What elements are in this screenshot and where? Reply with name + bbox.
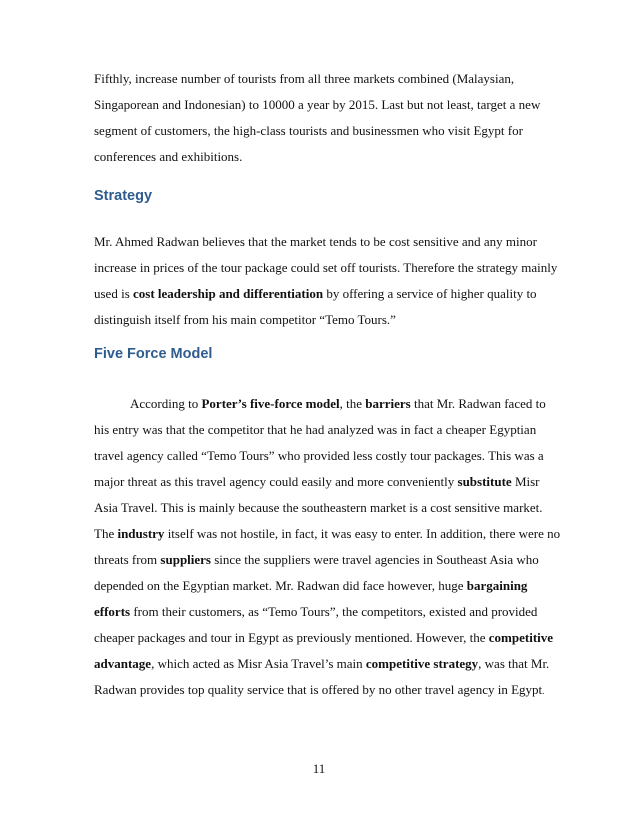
strategy-line: distinguish itself from his main competitor “Temo Tours.” [94,312,396,327]
text-run: since the suppliers were travel agencies in Southeast Asia who [211,552,539,567]
bold-term: competitive strategy [365,656,479,671]
five-force-line [94,677,546,703]
five-force-line [94,599,546,625]
bold-term: suppliers [160,552,211,567]
bold-term: bargaining [466,578,528,593]
five-force-paragraph [94,391,561,703]
five-force-line: Asia Travel. This is mainly because the southeastern market is a cost sensitive market. [94,500,543,515]
bold-term: efforts [94,604,131,619]
text-run: depended on the Egyptian market. Mr. Radwan did face however, huge [94,578,467,593]
strategy-heading: Strategy [94,188,153,204]
strategy-line: Mr. Ahmed Radwan believes that the market tends to be cost sensitive and any minor [94,234,537,249]
page-number: 11 [312,761,326,776]
bold-term: barriers [365,396,411,411]
text-run: threats from [94,552,161,567]
five-force-heading: Five Force Model [94,346,213,362]
text-run: Misr [511,474,540,489]
bold-term: substitute [457,474,512,489]
strategy-paragraph [94,229,558,333]
text-run: that Mr. Radwan faced to [410,396,546,411]
five-force-line: travel agency called “Temo Tours” who provided less costly tour packages. This was a [94,448,544,463]
intro-line: Singaporean and Indonesian) to 10000 a year by 2015. Last but not least, target a new [94,97,541,112]
text-run: , which acted as Misr Asia Travel’s main [151,656,366,671]
text-run: , the [339,396,366,411]
text-run: by offering a service of higher quality to [323,286,537,301]
intro-paragraph [94,66,546,170]
five-force-line: his entry was that the competitor that he had analyzed was in fact a cheaper Egyptian [94,422,537,437]
five-force-line [94,547,546,573]
bold-term: Porter’s five-force model [201,396,340,411]
bold-term: cost leadership and differentiation [133,286,324,301]
strategy-line: increase in prices of the tour package could set off tourists. Therefore the strategy mainly [94,260,558,275]
five-force-line [94,469,546,495]
bold-term: advantage [94,656,152,671]
strategy-line [94,281,546,307]
text-run: cheaper packages and tour in Egypt as previously mentioned. However, the [94,630,489,645]
text-run: major threat as this travel agency could easily and more conveniently [94,474,458,489]
five-force-line [94,573,546,599]
five-force-line [94,391,546,417]
text-run: According to [130,396,202,411]
text-run: The [94,526,118,541]
bold-term: industry [117,526,165,541]
intro-line: conferences and exhibitions. [94,149,243,164]
text-run: . [542,686,545,696]
text-run: Radwan provides top quality service that is offered by no other travel agency in Egypt [94,682,543,697]
intro-line: segment of customers, the high-class tourists and businessmen who visit Egypt for [94,123,523,138]
five-force-line [94,651,550,677]
five-force-line [94,625,554,651]
text-run: itself was not hostile, in fact, it was easy to enter. In addition, there were no [164,526,561,541]
intro-line: Fifthly, increase number of tourists from all three markets combined (Malaysian, [94,71,515,86]
text-run: from their customers, as “Temo Tours”, the competitors, existed and provided [130,604,538,619]
five-force-line [94,521,561,547]
bold-term: competitive [488,630,554,645]
text-run: , was that Mr. [478,656,550,671]
text-run: used is [94,286,133,301]
